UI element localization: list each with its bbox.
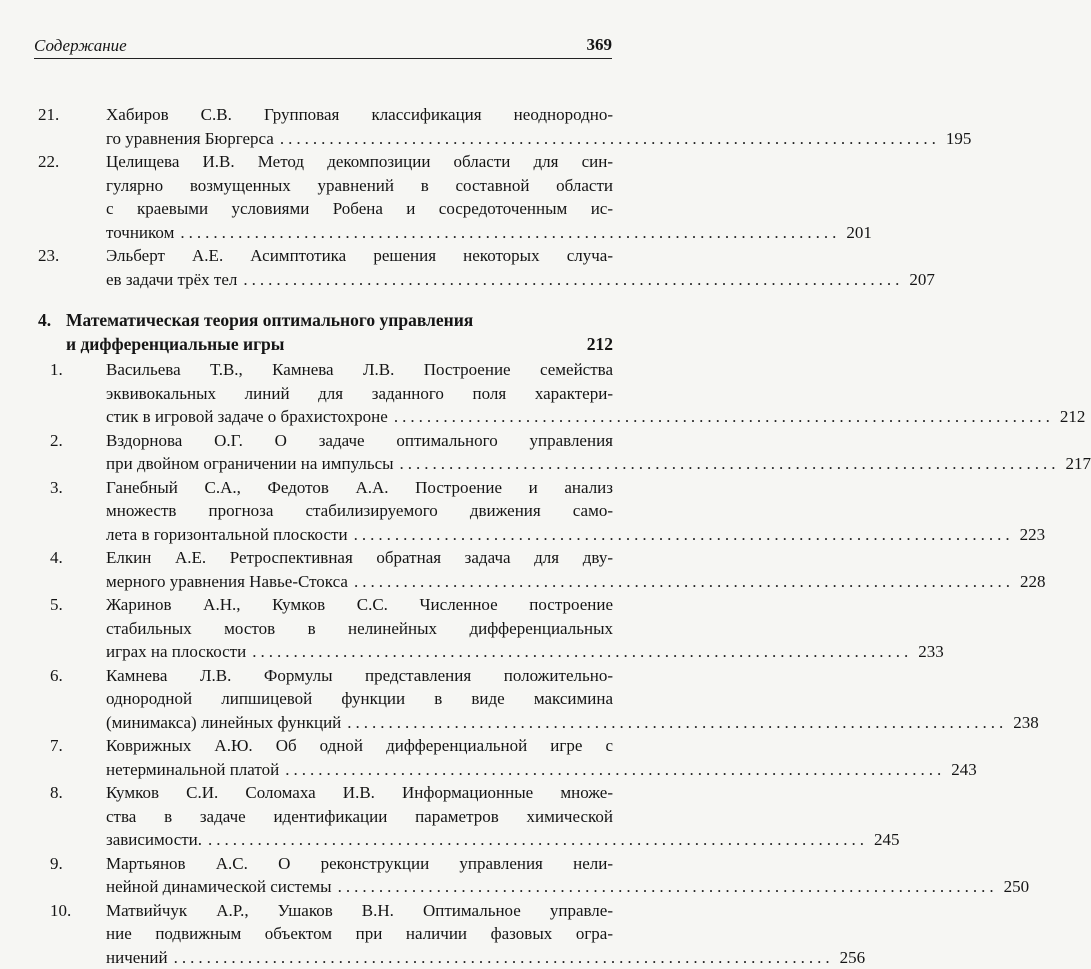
leader-dots: ................................................................................ [174, 946, 834, 969]
entry-line: Васильева Т.В., Камнева Л.В. Построение семейства [106, 358, 613, 382]
section-number: 4. [38, 309, 51, 333]
toc-entry [0, 593, 649, 664]
header-title: Содержание [34, 36, 127, 56]
toc-entry [0, 734, 649, 781]
entry-page-number: 256 [840, 946, 866, 969]
entry-last-line [106, 946, 613, 969]
entry-last-line [106, 268, 613, 292]
leader-dots: ................................................................................ [285, 758, 945, 782]
entry-line: го уравнения Бюргерса [106, 127, 274, 151]
entry-page-number: 243 [951, 758, 977, 782]
entry-text [106, 734, 613, 781]
entry-line: Хабиров С.В. Групповая классификация неоднородно- [106, 103, 613, 127]
toc-list-section [0, 358, 649, 969]
entry-line: Коврижных А.Ю. Об одной дифференциальной игре с [106, 734, 613, 758]
leader-dots: ................................................................................ [280, 127, 940, 151]
entry-number: 3. [50, 476, 63, 500]
section-title-last-line [66, 333, 613, 357]
entry-line: нейной динамической системы [106, 875, 332, 899]
entry-line: Мартьянов А.С. О реконструкции управления нели- [106, 852, 613, 876]
entry-line: нетерминальной платой [106, 758, 279, 782]
entry-page-number: 228 [1020, 570, 1046, 594]
entry-text [106, 358, 613, 429]
entry-number: 2. [50, 429, 63, 453]
entry-number: 22. [38, 150, 59, 174]
entry-line: с краевыми условиями Робена и сосредоточенным ис- [106, 197, 613, 221]
entry-last-line [106, 523, 613, 547]
toc-entry [0, 546, 649, 593]
entry-last-line [106, 452, 613, 476]
entry-last-line [106, 127, 613, 151]
leader-dots: ................................................................................ [180, 221, 840, 245]
entry-last-line [106, 570, 613, 594]
entry-text [106, 546, 613, 593]
section-page-number: 212 [587, 333, 613, 357]
entry-page-number: 238 [1013, 711, 1039, 735]
entry-text [106, 781, 613, 852]
entry-last-line [106, 711, 613, 735]
entry-page-number: 223 [1020, 523, 1046, 547]
toc-entry [0, 244, 649, 291]
entry-number: 6. [50, 664, 63, 688]
entry-text [106, 852, 613, 899]
leader-dots: ................................................................................ [347, 711, 1007, 735]
toc-list-top [0, 103, 649, 291]
entry-line: Камнева Л.В. Формулы представления положительно- [106, 664, 613, 688]
entry-text [106, 593, 613, 664]
entry-line: при двойном ограничении на импульсы [106, 452, 394, 476]
entry-line: множеств прогноза стабилизируемого движения само- [106, 499, 613, 523]
section-title-line: и дифференциальные игры [66, 333, 284, 357]
entry-line: однородной липшицевой функции в виде максимина [106, 687, 613, 711]
entry-line: ев задачи трёх тел [106, 268, 237, 292]
toc-section [0, 309, 649, 356]
toc-entry [0, 664, 649, 735]
toc-entry [0, 358, 649, 429]
leader-dots: ................................................................................ [208, 828, 868, 852]
entry-line: Эльберт А.Е. Асимптотика решения некоторых случа- [106, 244, 613, 268]
entry-line: гулярно возмущенных уравнений в составной области [106, 174, 613, 198]
entry-number: 21. [38, 103, 59, 127]
entry-last-line [106, 875, 613, 899]
toc-entry [0, 899, 649, 969]
entry-page-number: 217 [1066, 452, 1091, 476]
entry-number: 1. [50, 358, 63, 382]
entry-line: эквивокальных линий для заданного поля характери- [106, 382, 613, 406]
entry-page-number: 250 [1004, 875, 1030, 899]
entry-line: (минимакса) линейных функций [106, 711, 341, 735]
running-header [34, 34, 612, 59]
leader-dots: ................................................................................ [400, 452, 1060, 476]
entry-text [106, 244, 613, 291]
entry-number: 23. [38, 244, 59, 268]
leader-dots: ................................................................................ [243, 268, 903, 292]
section-title-block [66, 309, 613, 356]
entry-number: 8. [50, 781, 63, 805]
leader-dots: ................................................................................ [338, 875, 998, 899]
entry-last-line [106, 828, 613, 852]
entry-line: ние подвижным объектом при наличии фазовых огра- [106, 922, 613, 946]
toc-entry [0, 852, 649, 899]
entry-page-number: 201 [846, 221, 872, 245]
entry-line: играх на плоскости [106, 640, 246, 664]
entry-text [106, 476, 613, 547]
entry-line: Елкин А.Е. Ретроспективная обратная задача для дву- [106, 546, 613, 570]
entry-last-line [106, 758, 613, 782]
entry-line: лета в горизонтальной плоскости [106, 523, 348, 547]
entry-line: стабильных мостов в нелинейных дифференциальных [106, 617, 613, 641]
entry-last-line [106, 221, 613, 245]
leader-dots: ................................................................................ [354, 570, 1014, 594]
entry-line: Ганебный С.А., Федотов А.А. Построение и анализ [106, 476, 613, 500]
toc-entry [0, 781, 649, 852]
entry-line: Целищева И.В. Метод декомпозиции области для син- [106, 150, 613, 174]
entry-line: стик в игровой задаче о брахистохроне [106, 405, 388, 429]
entry-number: 7. [50, 734, 63, 758]
toc-entry [0, 429, 649, 476]
entry-number: 10. [50, 899, 71, 923]
entry-line: зависимости. [106, 828, 202, 852]
toc-entry [0, 476, 649, 547]
toc-entry [0, 150, 649, 244]
entry-text [106, 429, 613, 476]
header-page-number: 369 [587, 35, 613, 55]
leader-dots: ................................................................................ [354, 523, 1014, 547]
entry-line: Кумков С.И. Соломаха И.В. Информационные множе- [106, 781, 613, 805]
entry-last-line [106, 640, 613, 664]
entry-line: ничений [106, 946, 168, 969]
entry-line: мерного уравнения Навье-Стокса [106, 570, 348, 594]
entry-page-number: 212 [1060, 405, 1086, 429]
entry-line: Вздорнова О.Г. О задаче оптимального управления [106, 429, 613, 453]
leader-dots: ................................................................................ [252, 640, 912, 664]
entry-text [106, 664, 613, 735]
entry-page-number: 195 [946, 127, 972, 151]
entry-line: ства в задаче идентификации параметров химической [106, 805, 613, 829]
entry-text [106, 150, 613, 244]
entry-line: Жаринов А.Н., Кумков С.С. Численное построение [106, 593, 613, 617]
entry-line: Матвийчук А.Р., Ушаков В.Н. Оптимальное управле- [106, 899, 613, 923]
section-title-line: Математическая теория оптимального управления [66, 309, 613, 333]
entry-text [106, 103, 613, 150]
entry-page-number: 233 [918, 640, 944, 664]
entry-page-number: 207 [909, 268, 935, 292]
entry-page-number: 245 [874, 828, 900, 852]
table-of-contents [0, 103, 649, 969]
entry-line: точником [106, 221, 174, 245]
entry-text [106, 899, 613, 969]
leader-dots: ................................................................................ [394, 405, 1054, 429]
entry-number: 5. [50, 593, 63, 617]
entry-number: 9. [50, 852, 63, 876]
entry-number: 4. [50, 546, 63, 570]
toc-entry [0, 103, 649, 150]
entry-last-line [106, 405, 613, 429]
